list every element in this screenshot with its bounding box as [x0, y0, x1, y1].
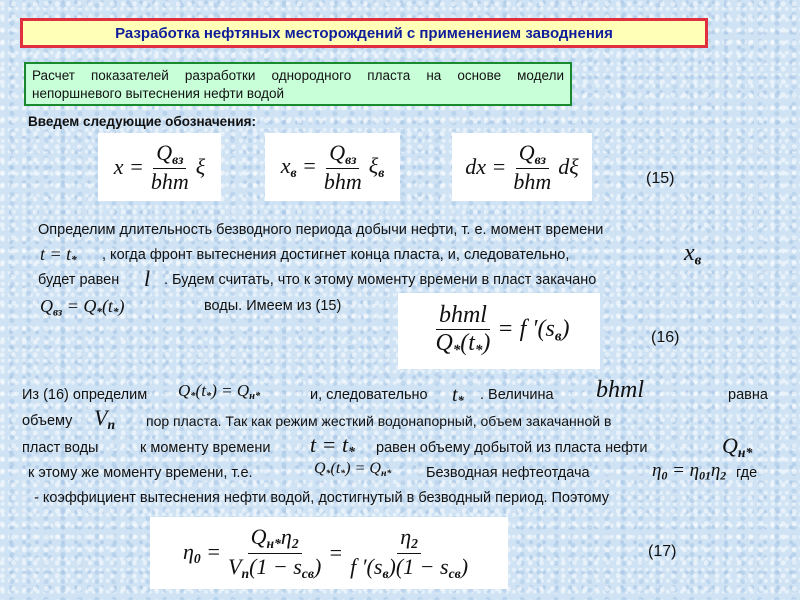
formula-16: $\frac{\text{bhml}}{Q_*(t_*)}$ = f $'(s_в)$ — [398, 293, 600, 369]
paragraph2-line1c: . Величина — [480, 387, 554, 403]
formula-x: x = $\frac{Q_{вз}}{\text{bhm}}$ ξ — [98, 133, 221, 201]
symbol-xv: $x_в$ — [684, 240, 702, 269]
formula-qvz-equals-qstar: $Q_{вз} = Q_*(t_*)$ — [40, 296, 125, 319]
subtitle-box — [24, 62, 572, 106]
slide-title — [20, 18, 708, 48]
paragraph2-line4c: где — [736, 465, 758, 481]
paragraph1-line2: , когда фронт вытеснения достигнет конца пласта, и, следовательно, — [102, 247, 570, 263]
paragraph2-line3c: равен объему добытой из пласта нефти — [376, 440, 648, 456]
paragraph2-line2a: объему — [22, 413, 73, 429]
symbol-l: l — [144, 266, 151, 291]
formula-qstar-equals-qn-2: $Q_*(t_*) = Q_{н*}$ — [314, 460, 392, 479]
symbol-qn-star: $Q_{н*}$ — [722, 433, 753, 461]
equation-number-16: (16) — [651, 329, 680, 346]
intro-text: Введем следующие обозначения: — [28, 114, 257, 129]
paragraph1-line3b: . Будем считать, что к этому моменту времени в пласт закачано — [164, 272, 597, 288]
paragraph2-line1b: и, следовательно — [310, 387, 428, 403]
paragraph2-line1d: равна — [728, 387, 768, 403]
equation-number-15: (15) — [646, 170, 675, 187]
paragraph2-line1a: Из (16) определим — [22, 387, 148, 403]
formula-t-equals-tstar: $t = t_*$ — [40, 244, 77, 267]
symbol-tstar: $t_*$ — [452, 384, 464, 408]
formula-t-equals-tstar-2: $t = t_*$ — [310, 432, 355, 460]
formula-qstar-equals-qn: $Q_*(t_*) = Q_{н*}$ — [178, 381, 261, 403]
paragraph2-line2b: пор пласта. Так как режим жесткий водонапорный, объем закачанной в — [146, 413, 612, 429]
paragraph1-line4: воды. Имеем из (15) — [204, 298, 342, 314]
formula-17: $\eta_0$ = $\frac{Q_{н*}\eta_2}{V_п(1 - s_{св})}$ = $\frac{\eta_2}{f '(s_в)(1 - s_{св})}$ — [150, 517, 508, 589]
formula-dx: dx = $\frac{Q_{вз}}{\text{bhm}}$ dξ — [452, 133, 592, 201]
paragraph1-line1: Определим длительность безводного периода добычи нефти, т. е. момент времени — [38, 222, 604, 238]
paragraph2-line5: - коэффициент вытеснения нефти водой, достигнутый в безводный период. Поэтому — [34, 490, 609, 506]
formula-xv: $x_в$ = $\frac{Q_{вз}}{\text{bhm}}$ $\xi_в$ — [265, 133, 400, 201]
symbol-bhml: bhml — [596, 377, 644, 403]
slide-title-text: Разработка нефтяных месторождений с применением заводнения — [115, 24, 613, 42]
paragraph2-line3a: пласт воды — [22, 440, 99, 456]
symbol-vn: $V_п$ — [94, 405, 116, 433]
subtitle-text: Расчет показателей разработки однородного пласта на основе модели непоршневого вытеснения нефти водой — [32, 68, 564, 101]
paragraph1-line3a: будет равен — [38, 272, 120, 288]
paragraph2-line4a: к этому же моменту времени, т.е. — [28, 465, 253, 481]
equation-number-17: (17) — [648, 543, 677, 560]
formula-eta0-equals-eta01-eta2: $\eta_0 = \eta_{01}\eta_2$ — [652, 460, 727, 483]
paragraph2-line3b: к моменту времени — [140, 440, 271, 456]
paragraph2-line4b: Безводная нефтеотдача — [426, 465, 590, 481]
